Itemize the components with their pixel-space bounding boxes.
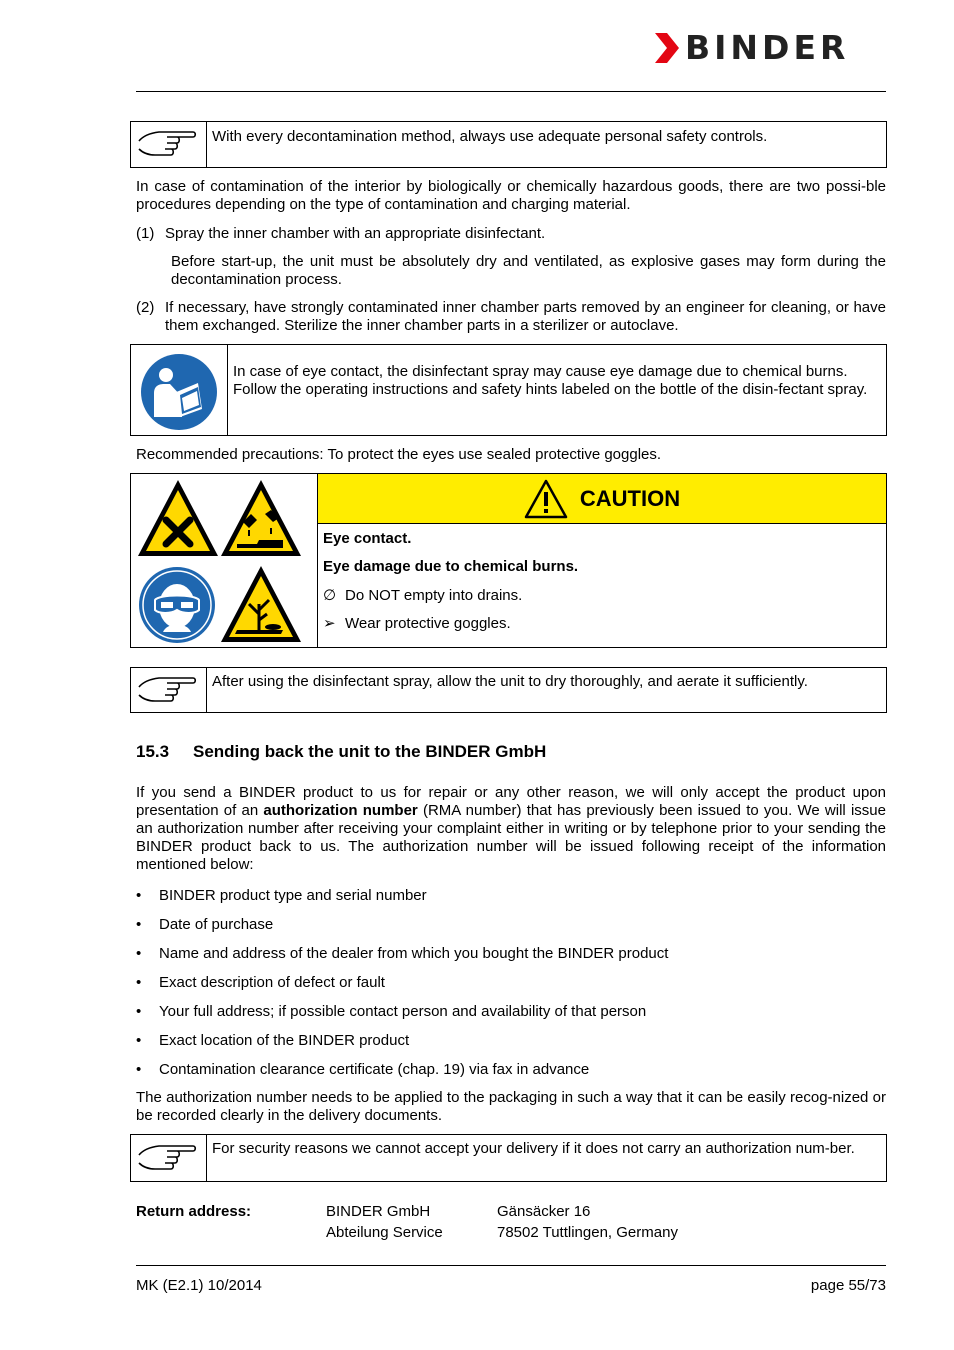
list-item-text: Exact description of defect or fault [159, 974, 385, 991]
note-cell [131, 1135, 207, 1181]
step-1-detail: Before start-up, the unit must be absolutely dry and ventilated, as explosive gases may form during the decontamination process. [171, 253, 886, 288]
step-text: If necessary, have strongly contaminated inner chamber parts removed by an engineer for cleaning, or have them exchanged. Sterilize the inner chamber parts in a sterilizer or autoclave. [165, 299, 886, 334]
footer-rule [136, 1265, 886, 1266]
list-item: • Date of purchase [136, 916, 274, 933]
step-number: (2) [136, 299, 155, 316]
note-text-3: For security reasons we cannot accept your delivery if it does not carry an authorization num-ber. [212, 1140, 855, 1157]
intro-paragraph: In case of contamination of the interior by biologically or chemically hazardous goods, there are two possi-ble procedures depending on the type of contamination and charging material. [136, 178, 886, 213]
hazard-symbols-cell [131, 474, 318, 647]
header-rule [136, 91, 886, 92]
return-city: 78502 Tuttlingen, Germany [497, 1224, 678, 1241]
list-item-text: Exact location of the BINDER product [159, 1032, 410, 1049]
section-paragraph-end: (RMA number) that has previously been issued to you. We will issue an authorization number after receiving your complaint either in writing or by telephone prior to your sending the BINDER product back to us. The authorization number will be issued following receipt of the information mentioned below: [136, 802, 886, 873]
list-item: • BINDER product type and serial number [136, 887, 427, 904]
caution-item [323, 615, 511, 633]
environment-hazard-icon [219, 564, 303, 644]
binder-logo-mark-icon [655, 33, 679, 63]
return-street: Gänsäcker 16 [497, 1203, 591, 1220]
authorization-number-term: authorization number [263, 802, 418, 819]
note-text-2: After using the disinfectant spray, allow the unit to dry thoroughly, and aerate it sufficiently. [212, 673, 808, 690]
step-2 [136, 299, 886, 335]
note-box-3 [130, 1134, 887, 1182]
binder-logo [655, 28, 849, 68]
footer-page-number: page 55/73 [810, 1277, 886, 1294]
corrosive-warning-icon [219, 478, 303, 558]
list-item-text: Your full address; if possible contact person and availability of that person [159, 1003, 647, 1020]
wear-goggles-icon [137, 566, 217, 644]
list-item: • Exact location of the BINDER product [136, 1032, 410, 1049]
list-item: • Contamination clearance certificate (chap. 19) via fax in advance [136, 1061, 590, 1078]
list-item-text: BINDER product type and serial number [159, 887, 427, 904]
pointing-hand-icon [137, 1141, 199, 1177]
list-item-text: Contamination clearance certificate (chap. 19) via fax in advance [159, 1061, 590, 1078]
caution-item-text: Do NOT empty into drains. [345, 587, 523, 604]
binder-logo-text: BINDER [685, 28, 850, 67]
eye-notice-text: In case of eye contact, the disinfectant spray may cause eye damage due to chemical burns. Follow the operating instructions and safety hints labeled on the bottle of the disin-fectant spray. [233, 363, 868, 398]
list-item: • Your full address; if possible contact person and availability of that person [136, 1003, 647, 1020]
packaging-paragraph: The authorization number needs to be applied to the packaging in such a way that it can be easily recog-nized or be recorded clearly in the delivery documents. [136, 1089, 886, 1124]
caution-item [323, 587, 522, 605]
pointing-hand-icon [137, 127, 199, 163]
caution-box [130, 473, 887, 648]
caution-subtitle: Eye damage due to chemical burns. [323, 558, 579, 575]
note-box-2 [130, 667, 887, 713]
list-item-text: Date of purchase [159, 916, 274, 933]
precautions-text: Recommended precautions: To protect the eyes use sealed protective goggles. [136, 446, 662, 463]
prohibition-symbol: ∅ [323, 587, 337, 604]
footer-document-id: MK (E2.1) 10/2014 [136, 1277, 262, 1294]
return-company: BINDER GmbH [326, 1203, 431, 1220]
note-cell [131, 668, 207, 712]
section-paragraph [136, 784, 886, 874]
caution-signal-word: CAUTION [579, 485, 681, 511]
read-manual-icon [140, 353, 218, 431]
section-paragraph-start: If you send a BINDER product to us for repair or any other reason, we will only accept the product upon presentation of an [136, 784, 886, 819]
caution-header [318, 474, 886, 524]
section-heading [136, 742, 546, 762]
return-department: Abteilung Service [326, 1224, 443, 1241]
warning-triangle-icon [524, 479, 568, 519]
note-cell [131, 122, 207, 167]
return-address-label: Return address: [136, 1203, 252, 1220]
list-item-text: Name and address of the dealer from which you bought the BINDER product [159, 945, 669, 962]
section-title: Sending back the unit to the BINDER GmbH [193, 742, 547, 761]
step-1 [136, 225, 886, 243]
caution-title: Eye contact. [323, 530, 412, 547]
caution-item-text: Wear protective goggles. [345, 615, 511, 632]
pointing-hand-icon [137, 673, 199, 709]
list-item: • Exact description of defect or fault [136, 974, 385, 991]
harmful-warning-icon [136, 478, 220, 558]
section-number: 15.3 [136, 742, 170, 761]
arrow-bullet-symbol: ➢ [323, 615, 336, 632]
note-text-1: With every decontamination method, always use adequate personal safety controls. [212, 128, 768, 145]
list-item: • Name and address of the dealer from which you bought the BINDER product [136, 945, 669, 962]
eye-notice-box [130, 344, 887, 436]
step-text: Spray the inner chamber with an appropriate disinfectant. [165, 225, 546, 242]
notice-icon-cell [131, 345, 228, 435]
note-box-1 [130, 121, 887, 168]
step-number: (1) [136, 225, 155, 242]
